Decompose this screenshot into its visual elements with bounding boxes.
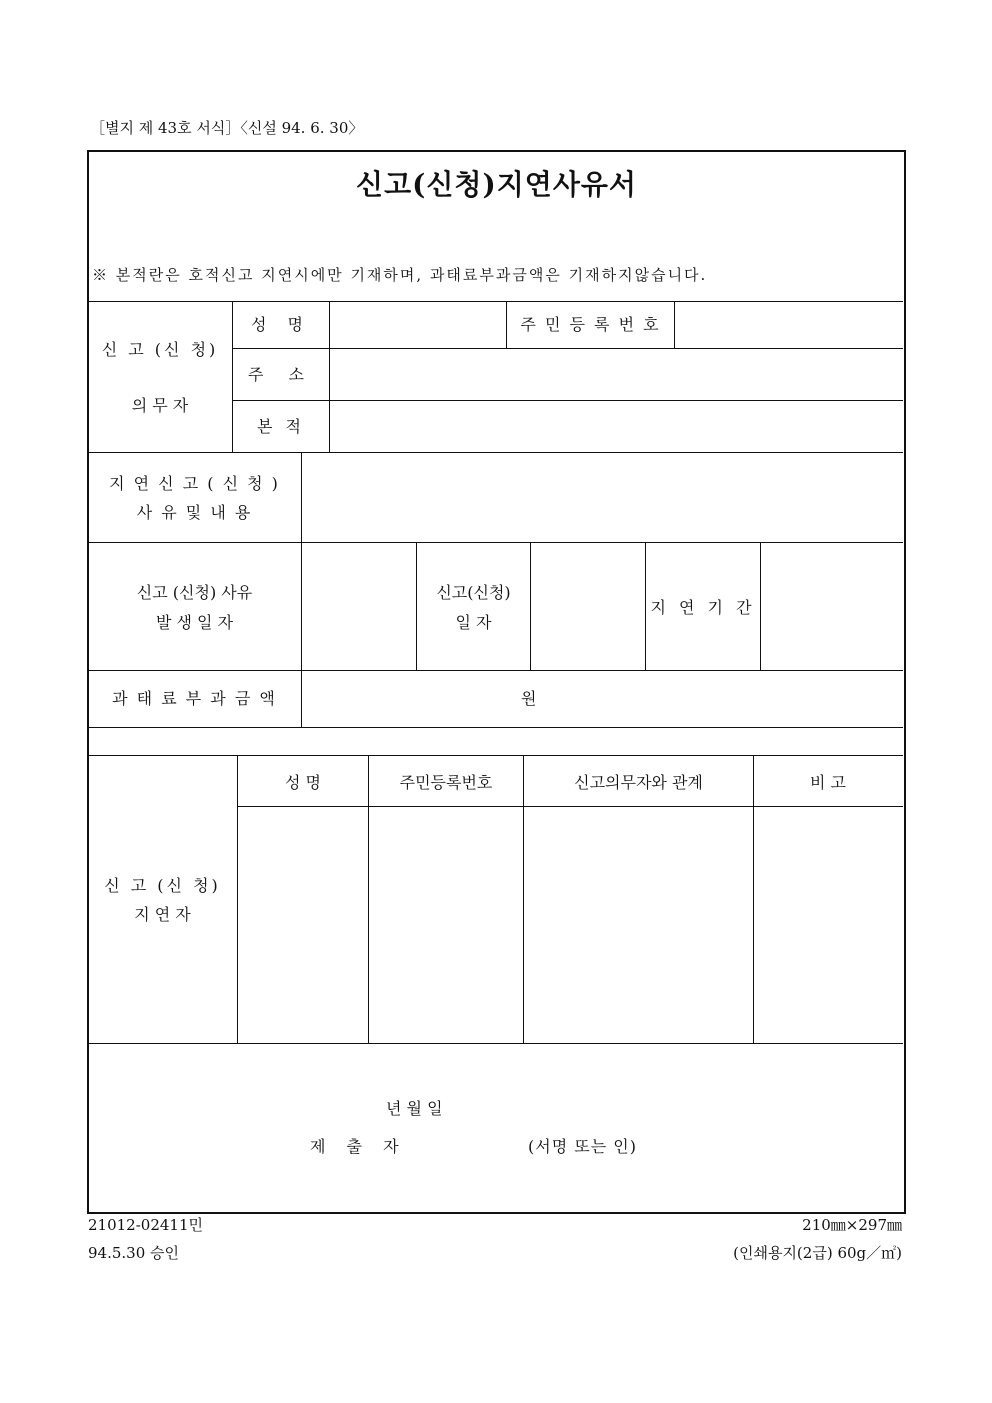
- domicile-label: 본 적: [257, 417, 305, 436]
- fine-amount-label: 과 태 료 부 과 금 액: [112, 689, 277, 708]
- name-label: 성 명: [251, 315, 311, 334]
- approval-date: 94.5.30 승인: [88, 1244, 180, 1262]
- col-header-remarks: 비 고: [810, 773, 846, 792]
- divider: [760, 542, 761, 670]
- delayer-remarks-field[interactable]: [755, 808, 901, 1042]
- paper-size: 210㎜×297㎜: [802, 1216, 902, 1234]
- filing-date-label: 일 자: [455, 613, 492, 632]
- divider: [88, 727, 903, 728]
- occurrence-date-label: 발 생 일 자: [155, 613, 234, 632]
- delayer-section-label: 지 연 자: [134, 905, 191, 924]
- divider: [368, 755, 369, 1043]
- submitter-label: 제 출 자: [310, 1137, 407, 1156]
- divider: [237, 806, 903, 807]
- divider: [329, 301, 330, 453]
- notice-text: ※ 본적란은 호적신고 지연시에만 기재하며, 과태료부과금액은 기재하지않습니다.: [92, 266, 708, 284]
- obligor-section-label: 신 고 (신 청): [101, 340, 219, 359]
- divider: [88, 755, 903, 756]
- date-line: 년 월 일: [386, 1099, 443, 1118]
- fine-amount-field[interactable]: [303, 672, 901, 726]
- divider: [88, 542, 903, 543]
- divider: [237, 755, 238, 1043]
- occurrence-date-label: 신고 (신청) 사유: [136, 583, 253, 602]
- divider: [753, 755, 754, 1043]
- divider: [88, 452, 903, 453]
- divider: [88, 670, 903, 671]
- delayer-section-label: 신 고 (신 청): [104, 876, 221, 895]
- domicile-field[interactable]: [331, 402, 901, 451]
- resident-id-field[interactable]: [676, 303, 901, 347]
- col-header-relation: 신고의무자와 관계: [574, 773, 703, 792]
- divider: [674, 301, 675, 349]
- reason-label: 사 유 및 내 용: [136, 503, 253, 522]
- form-reference: ［별지 제 43호 서식］〈신설 94. 6. 30〉: [90, 119, 364, 137]
- divider: [523, 755, 524, 1043]
- reason-field[interactable]: [303, 454, 901, 541]
- form-number: 21012-02411민: [88, 1216, 203, 1234]
- delayer-name-field[interactable]: [239, 808, 367, 1042]
- reason-label: 지 연 신 고 ( 신 청 ): [109, 474, 280, 493]
- filing-date-field[interactable]: [532, 544, 644, 669]
- resident-id-label: 주 민 등 록 번 호: [520, 315, 661, 334]
- paper-spec: (인쇄용지(2급) 60g／㎡): [733, 1244, 902, 1262]
- divider: [416, 542, 417, 670]
- won-unit: 원: [521, 689, 537, 708]
- obligor-section-label: 의 무 자: [131, 396, 189, 415]
- divider: [530, 542, 531, 670]
- divider: [301, 452, 302, 727]
- divider: [233, 348, 903, 349]
- col-header-resident-id: 주민등록번호: [399, 773, 493, 792]
- address-field[interactable]: [331, 350, 901, 399]
- form-title: 신고(신청)지연사유서: [356, 168, 637, 201]
- occurrence-date-field[interactable]: [303, 544, 415, 669]
- filing-date-label: 신고(신청): [436, 583, 511, 602]
- delayer-resident-id-field[interactable]: [370, 808, 522, 1042]
- name-field[interactable]: [331, 303, 505, 347]
- delay-period-label: 지 연 기 간: [650, 598, 756, 617]
- address-label: 주 소: [248, 365, 314, 384]
- sign-or-seal-note: (서명 또는 인): [528, 1137, 637, 1156]
- col-header-name: 성 명: [285, 773, 321, 792]
- delay-period-field[interactable]: [762, 544, 901, 669]
- divider: [88, 1043, 903, 1044]
- delayer-relation-field[interactable]: [525, 808, 752, 1042]
- divider: [233, 400, 903, 401]
- submitter-field[interactable]: [400, 1132, 520, 1160]
- divider: [88, 301, 903, 302]
